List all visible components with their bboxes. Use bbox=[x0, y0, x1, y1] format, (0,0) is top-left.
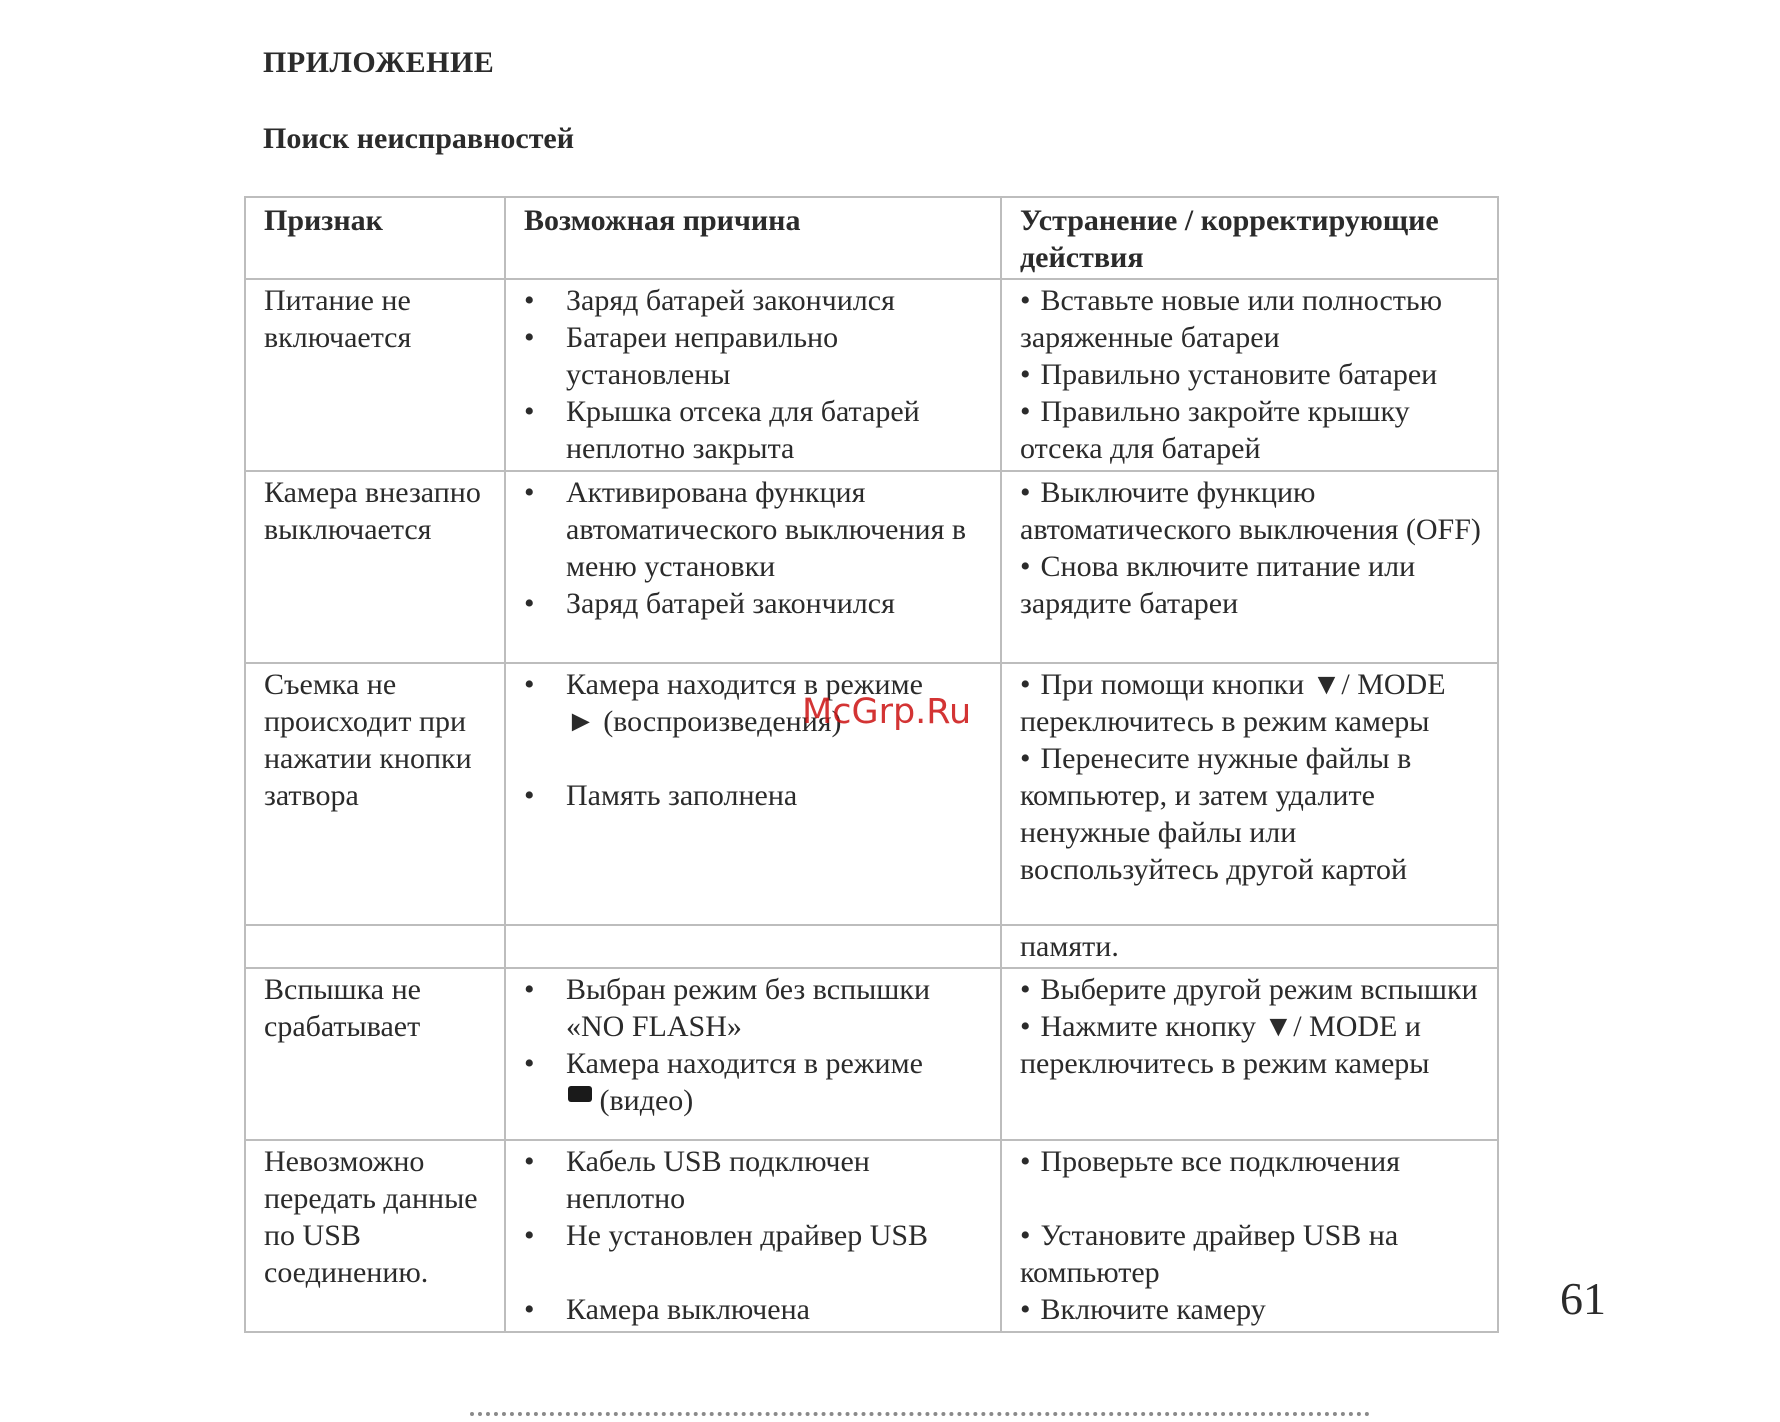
scan-edge-artifact bbox=[470, 1412, 1370, 1422]
fix-item: • Выключите функцию автоматического выключения (OFF) bbox=[1020, 476, 1481, 546]
subsection-title: Поиск неисправностей bbox=[263, 122, 575, 155]
table-header-row bbox=[245, 197, 1498, 279]
cause-item: • Не установлен драйвер USB bbox=[524, 1217, 986, 1291]
cause-cell bbox=[505, 279, 1001, 471]
table-row bbox=[245, 471, 1498, 663]
cause-item: • Заряд батарей закончился bbox=[524, 282, 986, 319]
fix-item: • Снова включите питание или зарядите батареи bbox=[1020, 550, 1416, 620]
fix-item: • Правильно установите батареи bbox=[1020, 358, 1438, 391]
fix-cell bbox=[1001, 279, 1498, 471]
fix-item: • Вставьте новые или полностью заряженные батареи bbox=[1020, 284, 1442, 354]
table-row bbox=[245, 279, 1498, 471]
cause-cell bbox=[505, 471, 1001, 663]
video-camera-icon bbox=[568, 1086, 592, 1102]
table-row bbox=[245, 1140, 1498, 1332]
cause-item: • Камера находится в режиме ► (воспроизведения) bbox=[524, 666, 986, 777]
fix-item: • Проверьте все подключения bbox=[1020, 1145, 1401, 1178]
fix-item: • Перенесите нужные файлы в компьютер, и затем удалите ненужные файлы или воспользуйтесь другой картой bbox=[1020, 742, 1412, 886]
symptom-cell: Питание не включается bbox=[245, 279, 505, 471]
header-cause: Возможная причина bbox=[505, 197, 1001, 279]
fix-item: • Нажмите кнопку ▼/ MODE и переключитесь в режим камеры bbox=[1020, 1010, 1430, 1080]
fix-item: • Выберите другой режим вспышки bbox=[1020, 973, 1478, 1006]
empty-cell bbox=[245, 925, 505, 968]
fix-item: • Правильно закройте крышку отсека для батарей bbox=[1020, 395, 1410, 465]
page-number: 61 bbox=[1560, 1273, 1606, 1324]
fix-cell bbox=[1001, 1140, 1498, 1332]
empty-cell bbox=[505, 925, 1001, 968]
header-fix: Устранение / корректирующие действия bbox=[1001, 197, 1498, 279]
cause-item: • Крышка отсека для батарей неплотно закрыта bbox=[524, 393, 986, 467]
fix-item: • При помощи кнопки ▼/ MODE переключитесь в режим камеры bbox=[1020, 668, 1446, 738]
symptom-cell: Невозможно передать данные по USB соединению. bbox=[245, 1140, 505, 1332]
cause-item: • Кабель USB подключен неплотно bbox=[524, 1143, 986, 1217]
cause-item: • Выбран режим без вспышки «NO FLASH» bbox=[524, 971, 986, 1045]
cause-item: • Батареи неправильно установлены bbox=[524, 319, 986, 393]
fix-cell bbox=[1001, 968, 1498, 1140]
table-row bbox=[245, 925, 1498, 968]
symptom-cell: Вспышка не срабатывает bbox=[245, 968, 505, 1140]
cause-item: • Камера находится в режиме (видео) bbox=[524, 1045, 986, 1119]
symptom-cell: Съемка не происходит при нажатии кнопки затвора bbox=[245, 663, 505, 925]
cause-item: • Активирована функция автоматического выключения в меню установки bbox=[524, 474, 986, 585]
cause-cell bbox=[505, 968, 1001, 1140]
section-title: ПРИЛОЖЕНИЕ bbox=[263, 46, 495, 79]
play-mode-label: ► (воспроизведения) bbox=[566, 705, 842, 738]
cause-item: • Заряд батарей закончился bbox=[524, 585, 986, 622]
fix-cell bbox=[1001, 663, 1498, 925]
fix-continuation: памяти. bbox=[1001, 925, 1498, 968]
troubleshooting-table bbox=[244, 196, 1499, 1333]
fix-cell bbox=[1001, 471, 1498, 663]
watermark: McGrp.Ru bbox=[802, 692, 972, 732]
header-symptom: Признак bbox=[245, 197, 505, 279]
symptom-cell: Камера внезапно выключается bbox=[245, 471, 505, 663]
table-row bbox=[245, 968, 1498, 1140]
fix-item: • Включите камеру bbox=[1020, 1293, 1266, 1326]
fix-item: • Установите драйвер USB на компьютер bbox=[1020, 1219, 1399, 1289]
cause-cell bbox=[505, 1140, 1001, 1332]
cause-item: • Память заполнена bbox=[524, 777, 986, 814]
cause-item: • Камера выключена bbox=[524, 1291, 986, 1328]
